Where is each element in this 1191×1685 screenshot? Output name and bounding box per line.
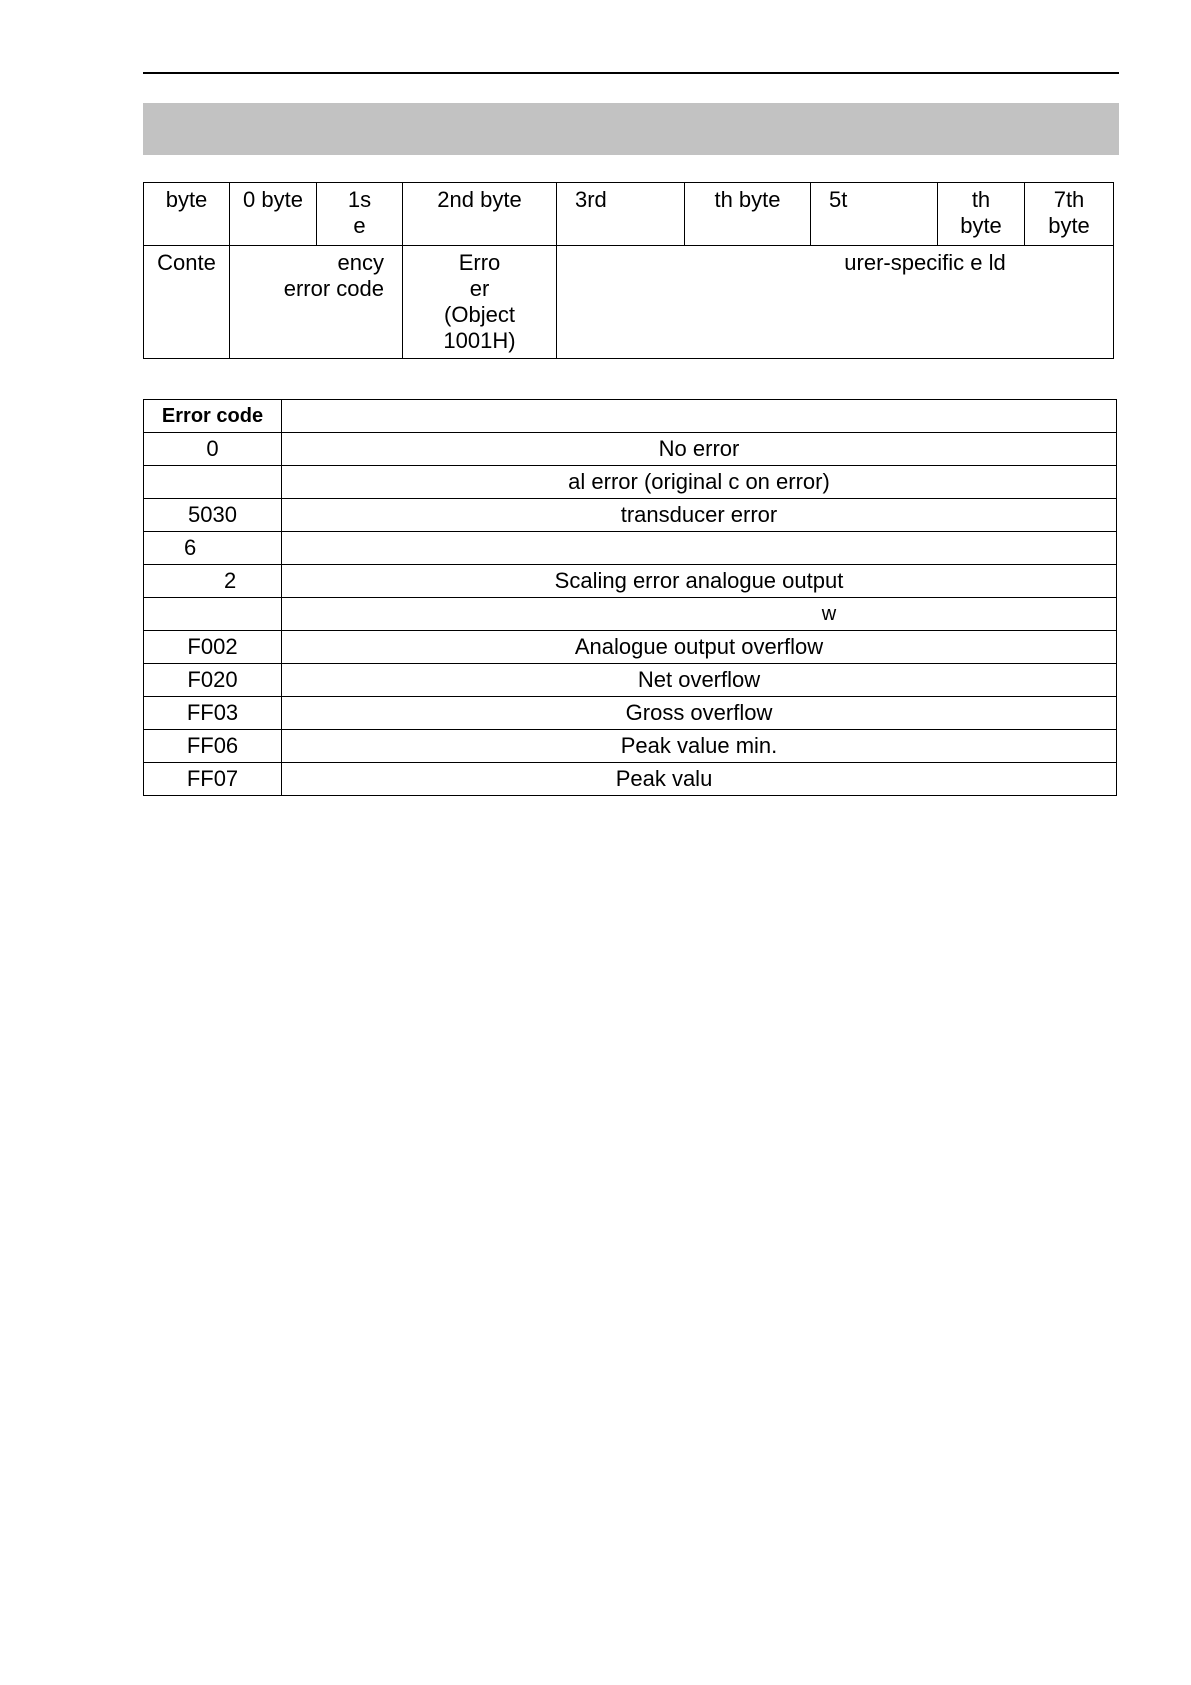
table-row [144, 466, 1117, 499]
error-description: w [282, 598, 1117, 631]
header-byte-4: th byte [685, 183, 811, 246]
emergency-error-code-cell: ency error code [230, 246, 403, 359]
error-description: Scaling error analogue output [282, 565, 1117, 598]
error-description: transducer error [282, 499, 1117, 532]
error-code: 0 [144, 433, 282, 466]
table-row [144, 565, 1117, 598]
table-row [144, 598, 1117, 631]
error-description: No error [282, 433, 1117, 466]
header-byte-7: 7th byte [1025, 183, 1114, 246]
table-row [144, 433, 1117, 466]
error-code: 2 [144, 565, 282, 598]
header-rule [143, 72, 1119, 74]
header-byte-6: th byte [938, 183, 1025, 246]
error-table-header [144, 400, 1117, 433]
error-code: F002 [144, 631, 282, 664]
emcy-message-table [143, 182, 1114, 359]
table-row [144, 532, 1117, 565]
error-code: FF07 [144, 763, 282, 796]
content-label: Conte [144, 246, 230, 359]
error-code: 5030 [144, 499, 282, 532]
table-row [144, 697, 1117, 730]
emcy-content-row [144, 246, 1114, 359]
error-description: Gross overflow [282, 697, 1117, 730]
table-row [144, 664, 1117, 697]
error-code [144, 598, 282, 631]
error-description: Analogue output overflow [282, 631, 1117, 664]
header-byte-0: 0 byte [230, 183, 317, 246]
manufacturer-specific-cell: urer-specific e ld [557, 246, 1114, 359]
table-row [144, 499, 1117, 532]
error-description: al error (original c on error) [282, 466, 1117, 499]
error-description: Net overflow [282, 664, 1117, 697]
error-code: F020 [144, 664, 282, 697]
error-description: Peak valu [282, 763, 1117, 796]
description-header [282, 400, 1117, 433]
emcy-header-row [144, 183, 1114, 246]
error-register-cell: Erro er (Object 1001H) [403, 246, 557, 359]
error-code-header: Error code [144, 400, 282, 433]
error-code-table [143, 399, 1117, 796]
header-byte-3: 3rd [557, 183, 685, 246]
error-code: 6 [144, 532, 282, 565]
section-title-band [143, 103, 1119, 155]
table-row [144, 631, 1117, 664]
header-byte-1: 1s e [317, 183, 403, 246]
error-description: Peak value min. [282, 730, 1117, 763]
table-row [144, 730, 1117, 763]
error-code: FF03 [144, 697, 282, 730]
error-code [144, 466, 282, 499]
error-code: FF06 [144, 730, 282, 763]
header-byte-2: 2nd byte [403, 183, 557, 246]
error-description [282, 532, 1117, 565]
header-byte: byte [144, 183, 230, 246]
header-byte-5: 5t [811, 183, 938, 246]
table-row [144, 763, 1117, 796]
